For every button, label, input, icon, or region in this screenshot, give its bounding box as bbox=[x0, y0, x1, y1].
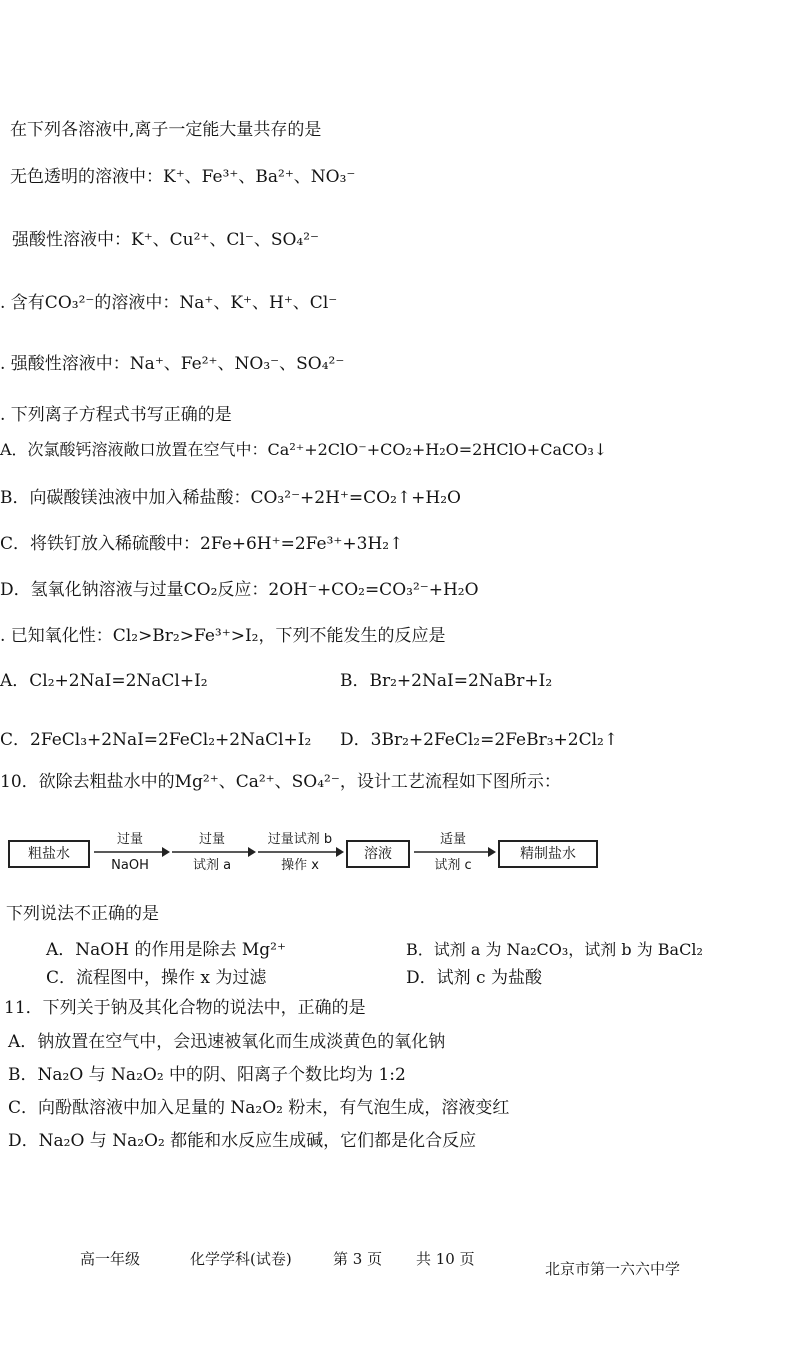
q8-option-c: C．将铁钉放入稀硫酸中：2Fe+6H⁺=2Fe³⁺+3H₂↑ bbox=[0, 534, 404, 554]
q10-option-b: B．试剂 a 为 Na₂CO₃，试剂 b 为 BaCl₂ bbox=[406, 940, 703, 959]
flow-step2-top: 过量 bbox=[198, 832, 225, 847]
flow-box-solution: 溶液 bbox=[346, 840, 410, 868]
q11-option-c: C．向酚酞溶液中加入足量的 Na₂O₂ 粉末，有气泡生成，溶液变红 bbox=[8, 1098, 510, 1118]
q7-option-c: . 含有CO₃²⁻的溶液中：Na⁺、K⁺、H⁺、Cl⁻ bbox=[0, 293, 338, 313]
q11-stem: 11．下列关于钠及其化合物的说法中，正确的是 bbox=[4, 998, 366, 1018]
q11-option-d: D．Na₂O 与 Na₂O₂ 都能和水反应生成碱，它们都是化合反应 bbox=[8, 1131, 477, 1151]
flow-step2-bottom: 试剂 a bbox=[192, 858, 232, 873]
flow-step3-top: 过量试剂 b bbox=[267, 832, 333, 847]
flow-step1-bottom: NaOH bbox=[111, 858, 149, 873]
arrow-right-icon bbox=[414, 846, 496, 858]
arrow-right-icon bbox=[172, 846, 256, 858]
flow-box-crude-brine: 粗盐水 bbox=[8, 840, 90, 868]
q8-option-a: A．次氯酸钙溶液敞口放置在空气中：Ca²⁺+2ClO⁻+CO₂+H₂O=2HClO+CaCO₃↓ bbox=[0, 440, 608, 459]
footer-page: 第 3 页 bbox=[333, 1250, 383, 1268]
q10-question: 下列说法不正确的是 bbox=[6, 904, 159, 924]
q9-option-c: C．2FeCl₃+2NaI=2FeCl₂+2NaCl+I₂ bbox=[0, 730, 312, 750]
footer-school: 北京市第一六六中学 bbox=[545, 1260, 681, 1278]
flow-step1-top: 过量 bbox=[116, 832, 143, 847]
process-flow-diagram bbox=[8, 830, 608, 878]
q11-option-a: A．钠放置在空气中，会迅速被氧化而生成淡黄色的氧化钠 bbox=[8, 1032, 446, 1052]
q10-option-d: D．试剂 c 为盐酸 bbox=[406, 968, 542, 988]
q10-stem: 10．欲除去粗盐水中的Mg²⁺、Ca²⁺、SO₄²⁻，设计工艺流程如下图所示： bbox=[0, 772, 561, 792]
q9-option-b: B．Br₂+2NaI=2NaBr+I₂ bbox=[340, 671, 553, 691]
q8-option-d: D．氢氧化钠溶液与过量CO₂反应：2OH⁻+CO₂=CO₃²⁻+H₂O bbox=[0, 580, 479, 600]
flow-step4-top: 适量 bbox=[439, 832, 466, 847]
footer-subject: 化学学科(试卷) bbox=[190, 1250, 292, 1268]
q8-option-b: B．向碳酸镁浊液中加入稀盐酸：CO₃²⁻+2H⁺=CO₂↑+H₂O bbox=[0, 488, 461, 508]
footer-grade: 高一年级 bbox=[80, 1250, 141, 1268]
q9-option-d: D．3Br₂+2FeCl₂=2FeBr₃+2Cl₂↑ bbox=[340, 730, 619, 750]
footer-total: 共 10 页 bbox=[416, 1250, 475, 1268]
q7-stem: 在下列各溶液中,离子一定能大量共存的是 bbox=[10, 120, 322, 140]
arrow-right-icon bbox=[258, 846, 344, 858]
flow-step4-bottom: 试剂 c bbox=[434, 858, 472, 873]
q9-stem: . 已知氧化性：Cl₂>Br₂>Fe³⁺>I₂，下列不能发生的反应是 bbox=[0, 626, 446, 646]
q10-option-a: A．NaOH 的作用是除去 Mg²⁺ bbox=[46, 940, 286, 960]
q9-option-a: A．Cl₂+2NaI=2NaCl+I₂ bbox=[0, 671, 208, 691]
flow-step3-bottom: 操作 x bbox=[281, 858, 319, 873]
q7-option-d: . 强酸性溶液中：Na⁺、Fe²⁺、NO₃⁻、SO₄²⁻ bbox=[0, 354, 345, 374]
q7-option-b: 强酸性溶液中：K⁺、Cu²⁺、Cl⁻、SO₄²⁻ bbox=[12, 230, 320, 250]
q7-option-a: 无色透明的溶液中：K⁺、Fe³⁺、Ba²⁺、NO₃⁻ bbox=[10, 167, 356, 187]
q11-option-b: B．Na₂O 与 Na₂O₂ 中的阴、阳离子个数比均为 1:2 bbox=[8, 1065, 406, 1085]
q8-stem: . 下列离子方程式书写正确的是 bbox=[0, 405, 232, 425]
flow-box-refined-brine: 精制盐水 bbox=[498, 840, 598, 868]
arrow-right-icon bbox=[94, 846, 170, 858]
q10-option-c: C．流程图中，操作 x 为过滤 bbox=[46, 968, 267, 988]
